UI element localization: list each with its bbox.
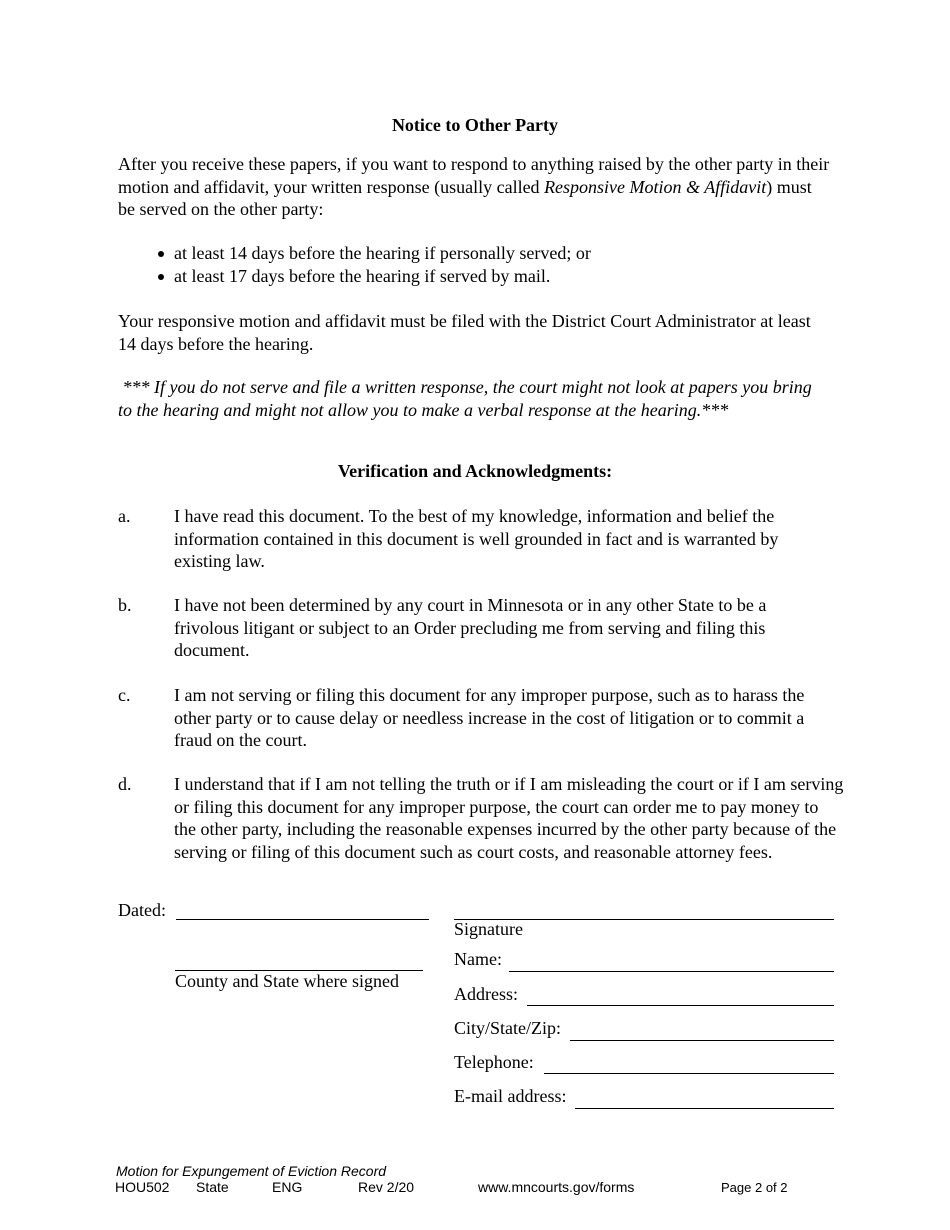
city-state-zip-field[interactable] xyxy=(570,1040,834,1041)
list-item: at least 14 days before the hearing if personally served; or xyxy=(118,242,830,265)
service-deadlines-list xyxy=(118,242,830,287)
verification-item-b: I have not been determined by any court in Minnesota or in any other State to be a frivolous litigant or subject to an Order precluding me from serving and filing this document. xyxy=(174,595,767,660)
verification-item-c: I am not serving or filing this document for any improper purpose, such as to harass the other party or to cause delay or needless increase in the cost of litigation or to commit a fraud on the court. xyxy=(174,685,805,750)
footer-page-number: Page 2 of 2 xyxy=(721,1180,788,1195)
city-state-zip-label: City/State/Zip: xyxy=(454,1018,561,1038)
address-field[interactable] xyxy=(527,1005,834,1006)
email-field[interactable] xyxy=(575,1108,834,1109)
footer-form-code: HOU502 xyxy=(115,1179,170,1195)
footer-website[interactable]: www.mncourts.gov/forms xyxy=(478,1179,635,1195)
county-state-label: County and State where signed xyxy=(175,971,399,991)
item-letter: d. xyxy=(118,774,132,794)
notice-intro xyxy=(118,153,830,221)
footer-jurisdiction: State xyxy=(196,1179,229,1195)
email-label: E-mail address: xyxy=(454,1086,567,1106)
item-letter: a. xyxy=(118,506,131,526)
footer-form-title: Motion for Expungement of Eviction Record xyxy=(116,1163,387,1179)
verification-item-d: I understand that if I am not telling the truth or if I am misleading the court or if I am serving or filing this document for any improper purpose, the court can order me to pay money to the other party, including the reasonable expenses incurred by the other party because of the serving or filing of this document such as court costs, and reasonable attorney fees. xyxy=(174,774,844,862)
signature-label: Signature xyxy=(454,919,523,939)
notice-intro-text-end: ) must be served on the other party: xyxy=(118,176,812,219)
dated-field[interactable] xyxy=(176,919,429,920)
address-label: Address: xyxy=(454,984,518,1004)
telephone-label: Telephone: xyxy=(454,1052,534,1072)
verification-item-a: I have read this document. To the best of my knowledge, information and belief the information contained in this document is well grounded in fact and is warranted by existing law. xyxy=(174,506,779,571)
dated-label: Dated: xyxy=(118,900,166,920)
notice-intro-text: After you receive these papers, if you want to respond to anything raised by the other party in their motion and affidavit, your written response (usually called xyxy=(118,154,830,197)
notice-intro-italic: Responsive Motion & Affidavit xyxy=(544,176,767,197)
filing-deadline-text: Your responsive motion and affidavit must be filed with the District Court Administrator at least 14 days before the hearing. xyxy=(118,311,811,354)
footer-language: ENG xyxy=(272,1179,303,1195)
list-item: at least 17 days before the hearing if served by mail. xyxy=(118,265,830,288)
warning-text: *** If you do not serve and file a written response, the court might not look at papers you bring to the hearing and might not allow you to make a verbal response at the hearing.*** xyxy=(118,377,817,420)
verification-heading: Verification and Acknowledgments: xyxy=(337,461,613,481)
footer-revision: Rev 2/20 xyxy=(358,1179,415,1195)
notice-heading: Notice to Other Party xyxy=(391,115,559,135)
item-letter: c. xyxy=(118,685,131,705)
name-label: Name: xyxy=(454,949,502,969)
item-letter: b. xyxy=(118,595,132,615)
name-field[interactable] xyxy=(509,971,834,972)
telephone-field[interactable] xyxy=(544,1073,834,1074)
